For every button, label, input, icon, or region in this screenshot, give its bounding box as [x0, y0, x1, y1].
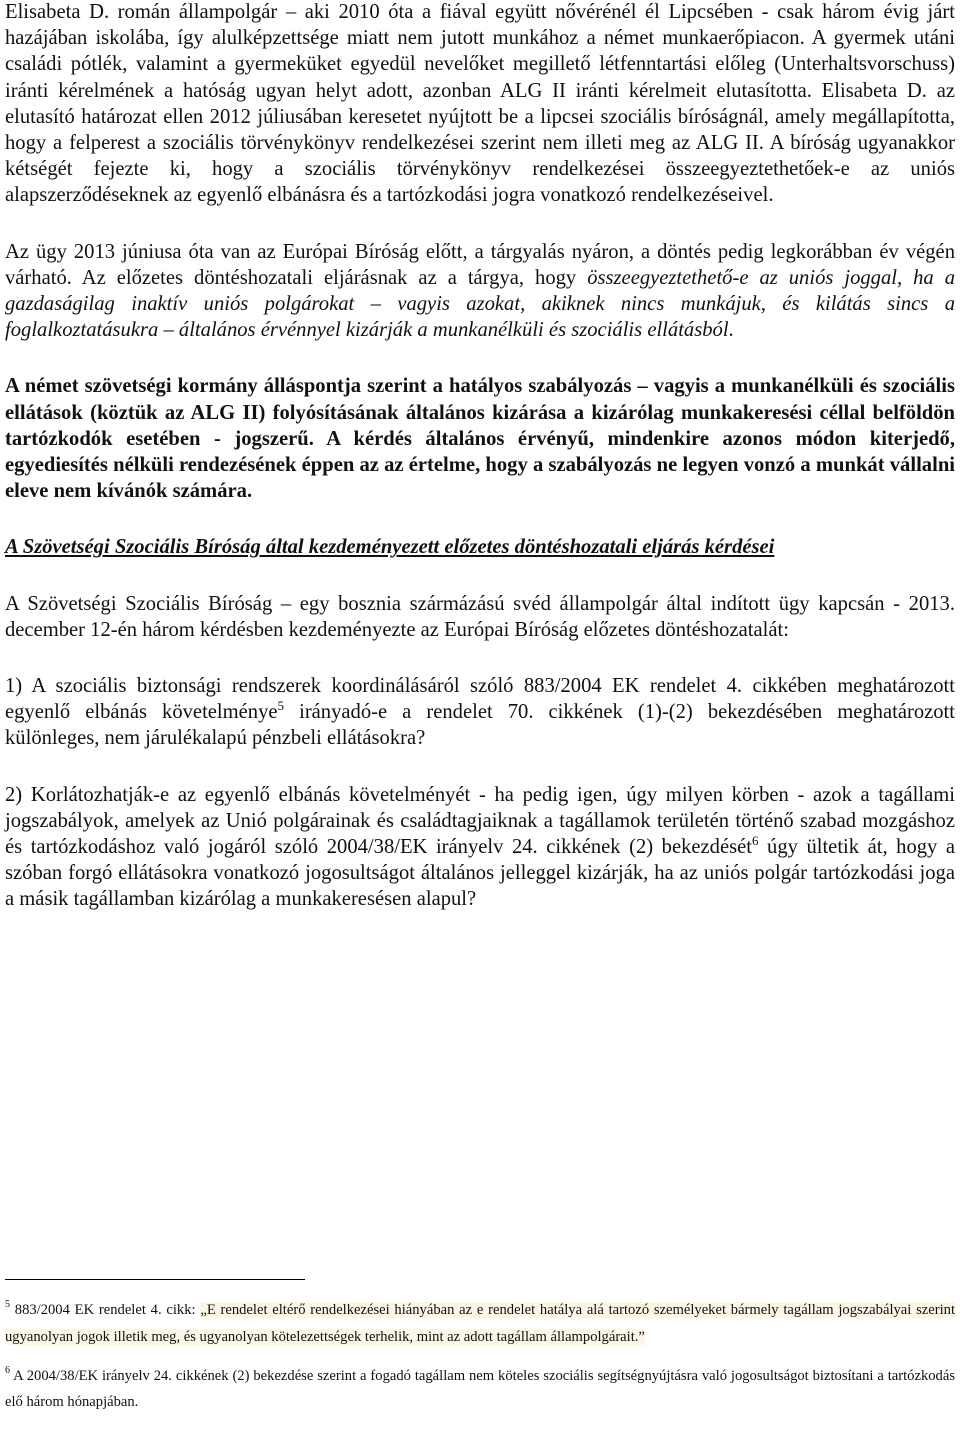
question-1 — [5, 673, 955, 752]
paragraph-text-end: . — [728, 319, 734, 342]
section-heading — [5, 534, 955, 560]
paragraph-referral-intro — [5, 591, 955, 643]
footnote-5 — [5, 1297, 955, 1351]
document-body — [5, 0, 955, 913]
footnote-divider — [5, 1279, 305, 1280]
footnote-number: 5 — [5, 1299, 10, 1310]
paragraph-government-position — [5, 373, 955, 504]
question-text: 1) A szociális biztonsági rendszerek koordinálásáról szóló 883/2004 EK rendelet 4. cikkében meghatározott egyenlő elbánás követelménye — [5, 675, 955, 724]
paragraph-case-facts — [5, 0, 955, 209]
question-2 — [5, 782, 955, 913]
footnotes — [5, 1279, 955, 1416]
footnote-6 — [5, 1363, 955, 1417]
footnote-ref-6[interactable]: 6 — [751, 833, 759, 849]
footnote-ref-5[interactable]: 5 — [277, 698, 285, 714]
question-text: 2) Korlátozhatják-e az egyenlő elbánás követelményét - ha pedig igen, úgy milyen körben - azok a tagállami jogszabályok, amelyek az Unió polgárainak és családtagjaiknak a tagállamok területén történő szabad mozgáshoz és tartózkodáshoz való jogáról szóló 2004/38/EK irányelv 24. cikkének (2) bekezdését — [5, 783, 955, 859]
paragraph-text: Az ügy 2013 júniusa óta van az Európai Bíróság előtt, a tárgyalás nyáron, a döntés pedig legkorábban év végén várható. Az előzetes döntéshozatali eljárásnak az a tárgya, hogy — [5, 240, 955, 289]
paragraph-text: Elisabeta D. román állampolgár – aki 2010 óta a fiával együtt nővérénél él Lipcsében - csak három évig járt hazájában iskolába, így alulképzettsége miatt nem jutott munkához a német munkaerőpiacon. A gyermek utáni családi pótlék, valamint a gyermeküket egyedül nevelőket megillető létfenntartási előleg (Unterhaltsvorschuss) iránti kérelmének a hatóság ugyan helyt adott, azonban ALG II iránti kérelmeit elutasította. Elisabeta D. az elutasító határozat ellen 2012 júliusában keresetet nyújtott be a lipcsei szociális bíróságnál, amely megállapította, hogy a felperest a szociális törvénykönyv rendelkezései szerint nem illeti meg az ALG II. A bíróság ugyanakkor kétségét fejezte ki, hogy a szociális törvénykönyv rendelkezései összeegyeztethetőek-e az uniós alapszerződéseknek az egyenlő elbánásra és a tartózkodási jogra vonatkozó rendelkezéseivel. — [5, 1, 955, 207]
heading-text: A Szövetségi Szociális Bíróság által kezdeményezett előzetes döntéshozatali eljárás kérdései — [5, 536, 775, 559]
question-text-end: úgy ültetik át, hogy a szóban forgó ellátásokra vonatkozó jogosultságot általános jelleggel kizárják, ha az uniós polgár tartózkodási joga a másik tagállamban kizárólag a munkakeresésen alapul? — [5, 836, 956, 911]
footnote-number: 6 — [5, 1364, 10, 1376]
footnote-lead: A 2004/38/EK irányelv 24. cikkének (2) bekezdése szerint a fogadó tagállam nem köteles szociális segítségnyújtásra való jogosultságot biztosítani a tartózkodás elő három hónapjában. — [5, 1367, 955, 1411]
paragraph-court-status — [5, 239, 955, 344]
footnote-lead: 883/2004 EK rendelet 4. cikk: — [10, 1302, 201, 1318]
question-text-end: irányadó-e a rendelet 70. cikkének (1)-(2) bekezdésében meghatározott különleges, nem járulékalapú pénzbeli ellátásokra? — [5, 701, 956, 750]
footnote-quote: „E rendelet eltérő rendelkezései hiányában az e rendelet hatálya alá tartozó személyeket bármely tagállam jogszabályai szerint ugyanolyan jogok illetik meg, és ugyanolyan kötelezettségek terhelik, mint az adott tagállam állampolgárait.” — [5, 1302, 955, 1345]
paragraph-text: A Szövetségi Szociális Bíróság – egy bosznia szármázású svéd állampolgár által indított ügy kapcsán - 2013. december 12-én három kérdésben kezdeményezte az Európai Bíróság előzetes döntéshozatalát: — [5, 592, 955, 641]
paragraph-text: A német szövetségi kormány álláspontja szerint a hatályos szabályozás – vagyis a munkanélküli és szociális ellátások (köztük az ALG II) folyósításának általános kizárása a kizárólag munkakeresési céllal belföldön tartózkodók esetében - jogszerű. A kérdés általános érvényű, mindenkire azonos módon kiterjedő, egyediesítés nélküli rendezésének éppen az az értelme, hogy a szabályozás ne legyen vonzó a munkát vállalni eleve nem kívánók számára. — [5, 375, 955, 503]
italic-question-text: összeegyeztethető-e az uniós joggal, ha a gazdaságilag inaktív uniós polgárokat – vagyis azokat, akiknek nincs munkájuk, és kilátás sincs a foglalkoztatásukra – általános érvénnyel kizárják a munkanélküli és szociális ellátásból — [5, 266, 955, 342]
